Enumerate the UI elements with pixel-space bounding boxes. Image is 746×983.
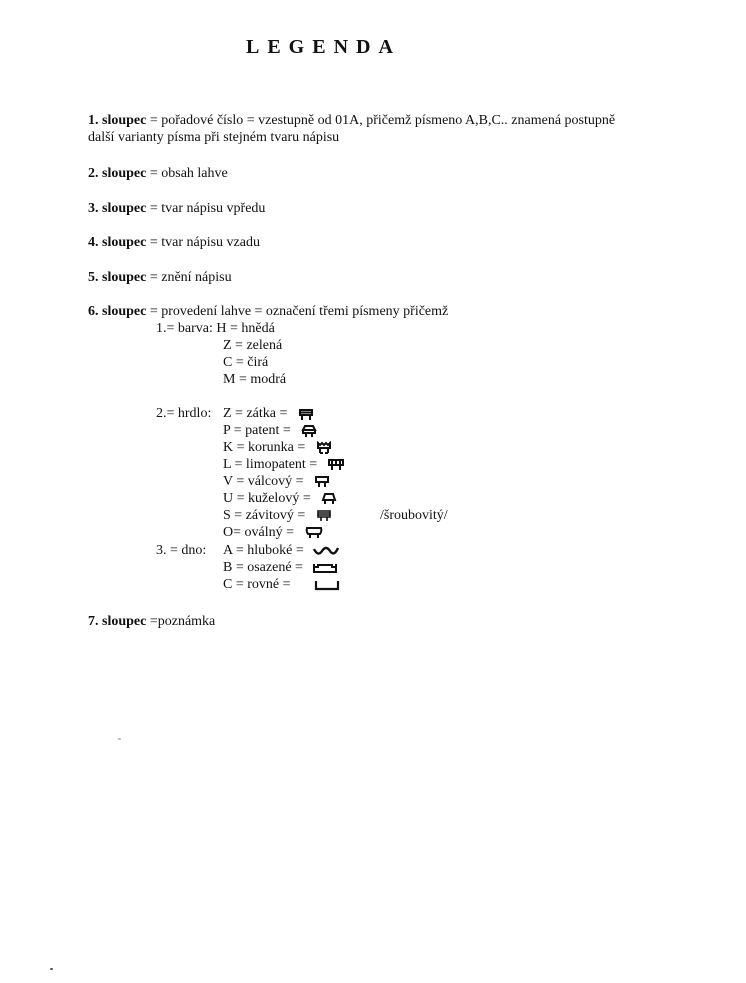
neck-row — [223, 423, 318, 439]
neck-row — [223, 440, 333, 456]
column-5-line — [88, 270, 232, 286]
neck-row-text: V = válcový = — [223, 474, 304, 489]
column-2-label: 2. sloupec — [88, 166, 147, 181]
neck-row — [223, 474, 331, 490]
column-7-text: =poznámka — [146, 614, 216, 629]
column-7-label: 7. sloupec — [88, 614, 147, 629]
bottom-row-text: B = osazené = — [223, 560, 303, 575]
column-3-label: 3. sloupec — [88, 201, 147, 216]
column-7-line — [88, 614, 215, 630]
cylindrical-neck-icon — [313, 475, 331, 489]
scan-speck — [50, 968, 53, 970]
neck-heading: 2.= hrdlo: — [156, 406, 212, 421]
column-3-line — [88, 201, 265, 217]
color-clear: C = čirá — [223, 355, 269, 370]
neck-row — [223, 491, 338, 507]
column-2-text: = obsah lahve — [146, 166, 228, 181]
threaded-note: /šroubovitý/ — [380, 508, 448, 523]
neck-row-text: P = patent = — [223, 423, 291, 438]
column-6-label: 6. sloupec — [88, 304, 147, 319]
oval-neck-icon — [304, 526, 324, 540]
neck-row — [223, 508, 333, 524]
column-5-label: 5. sloupec — [88, 270, 147, 285]
column-1-text: = pořadové číslo = vzestupně od 01A, přičemž písmeno A,B,C.. znamená postupně — [146, 113, 616, 128]
page-title: LEGENDA — [246, 36, 401, 58]
neck-row-text: U = kuželový = — [223, 491, 311, 506]
stepped-bottom-icon — [312, 562, 338, 574]
column-4-line — [88, 235, 260, 251]
bottom-row — [223, 577, 340, 593]
bottom-row — [223, 560, 338, 576]
limopatent-neck-icon — [327, 458, 345, 472]
conical-neck-icon — [320, 492, 338, 506]
bottom-heading: 3. = dno: — [156, 543, 207, 558]
column-1-line-2: další varianty písma při stejném tvaru nápisu — [88, 130, 340, 145]
neck-row-text: S = závitový = — [223, 508, 306, 523]
crown-neck-icon — [315, 441, 333, 455]
column-3-text: = tvar nápisu vpředu — [146, 201, 266, 216]
bottom-row-text: C = rovné = — [223, 577, 291, 592]
neck-row-text: L = limopatent = — [223, 457, 318, 472]
neck-row-text: Z = zátka = — [223, 406, 288, 421]
neck-row-text: O= oválný = — [223, 525, 295, 540]
column-6-line — [88, 304, 448, 320]
cork-neck-icon — [297, 407, 315, 421]
color-blue: M = modrá — [223, 372, 287, 387]
column-5-text: = znění nápisu — [146, 270, 232, 285]
color-heading: 1.= barva: H = hnědá — [156, 321, 275, 336]
threaded-neck-icon — [315, 509, 333, 523]
neck-row — [223, 525, 324, 541]
scan-speck — [118, 738, 121, 740]
column-1-line-1 — [88, 113, 615, 129]
patent-neck-icon — [300, 424, 318, 438]
deep-bottom-icon — [313, 545, 339, 557]
column-6-text: = provedení lahve = označení třemi písmeny přičemž — [146, 304, 449, 319]
flat-bottom-icon — [314, 579, 340, 591]
column-1-label: 1. sloupec — [88, 113, 147, 128]
column-2-line — [88, 166, 228, 182]
column-4-text: = tvar nápisu vzadu — [146, 235, 260, 250]
neck-row — [223, 457, 345, 473]
column-4-label: 4. sloupec — [88, 235, 147, 250]
neck-row — [223, 406, 315, 422]
color-green: Z = zelená — [223, 338, 283, 353]
bottom-row-text: A = hluboké = — [223, 543, 304, 558]
bottom-row — [223, 543, 339, 559]
neck-row-text: K = korunka = — [223, 440, 306, 455]
